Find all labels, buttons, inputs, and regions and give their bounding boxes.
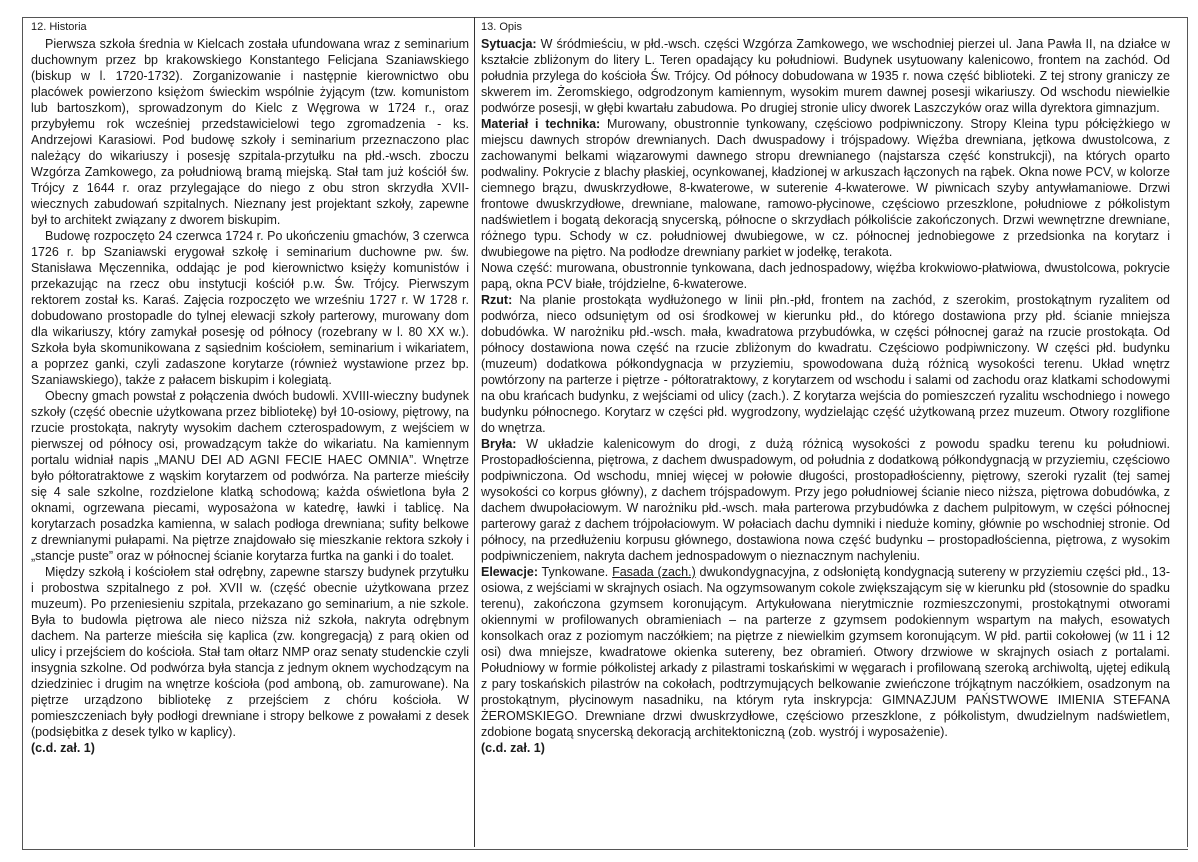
elevations-intro: Tynkowane. (541, 565, 609, 579)
situation-text: W śródmieściu, w płd.-wsch. części Wzgórza Zamkowego, we wschodniej pierzei ul. Jana Pawła II, na działce w kształcie zbliżonym do litery L. Teren opadający ku południowi. Budynek usytuowany kalenicowo, frontem na zachód. Od południa przylega do kościoła Św. Trójcy. Od północy dobudowana w 1935 r. nowa część biblioteki. Z tej strony graniczy ze skwerem im. Żeromskiego, odgrodzonym kamiennym, wysokim murem dawnej posesji wikariuszy. Od wschodu niewielkie podwórze posesji, w głębi kwartału zabudowa. Po drugiej stronie ulicy dworek Laszczyków oraz willa dyrektora gimnazjum. (481, 37, 1170, 115)
situation-paragraph (481, 36, 1170, 116)
material-paragraph (481, 116, 1170, 260)
history-continuation-ref: (c.d. zał. 1) (31, 741, 95, 755)
elevations-label: Elewacje: (481, 565, 538, 579)
massing-text: W układzie kalenicowym do drogi, z dużą różnicą wysokości z powodu spadku terenu ku południowi. Prostopadłościenna, piętrowa, z dachem dwuspadowym, od południa z dodatkową półkondygnacją w przyziemiu, częściowo podpiwniczona. Od wschodu, mniej więcej w połowie długości, prostopadłościenny, piętrowy, szeroki ryzalit (tej samej wysokości co korpus główny), z dachem trójspadowym. Przy jego południowej ścianie nieco niższa, piętrowa dobudówka, z dachem dwupołaciowym. W narożniku płd.-wsch. mała parterowa przybudówka z dachem pulpitowym, w części północnej parterowy garaż z dachem trójpołaciowym. W połaciach dachu dymniki i nieduże kominy, głównie po wschodniej stronie. Od północy, na przedłużeniu korpusu głównego, dostawiona nowa część budynku – prostopadłościenna, piętrowa, z wysokim podpiwniczeniem, nakryta dachem jednospadowym o nieznacznym nachyleniu. (481, 437, 1170, 563)
history-paragraph-1: Pierwsza szkoła średnia w Kielcach została ufundowana wraz z seminarium duchownym przez bp krakowskiego Konstantego Felicjana Szaniawskiego (biskup w l. 1720-1732). Zorganizowanie i następnie kierownictwo obu placówek powierzono księżom świeckim wspólnie żyjącym (tzw. komunistom lub bartoszkom), sprowadzonym do Kielc z Węgrowa w 1724 r., oraz przybyłemu rok wcześniej przedstawicielowi tego zgromadzenia - ks. Andrzejowi Karasiowi. Pod budowę szkoły i seminarium przeznaczono plac należący do wikariuszy i posesję szpitala-przytułku na płd.-wsch. zboczu Wzgórza Zamkowego, za południową bramą miejską. Stał tam już kościół św. Trójcy z 1644 r. oraz przylegające do niego z obu stron skrzydła XVII-wiecznych zabudowań szpitalnych. Nieznany jest projektant szkoły, zapewne był to architekt związany z dworem biskupim. (31, 37, 469, 227)
elevations-paragraph (481, 564, 1170, 740)
history-paragraph-3: Obecny gmach powstał z połączenia dwóch budowli. XVIII-wieczny budynek szkoły (część obecnie użytkowana przez bibliotekę) był 10-osiowy, piętrowy, na rzucie prostokąta, nakryty wysokim dachem czterospadowym, z wejściem w pierwszej od północy osi, prowadzącym także do wikariatu. Na kamiennym portalu widniał napis „MANU DEI AD AGNI FECIE HAEC OMNIA”. Wnętrze było półtoratraktowe z wąskim korytarzem od podwórza. Na parterze mieściły się 4 sale szkolne, rozdzielone klatką schodową; każda oświetlona była 2 oknami, ogrzewana piecami, wyposażona w katedrę, ławki i tablicę. Na korytarzach posadzka kamienna, w salach podłoga drewniana; sufity belkowe z drewnianymi pułapami. Na piętrze znajdowało się mieszkanie rektora szkoły i „stancje puste” oraz w północnej ścianie korytarza furtka na ganki i do toalet. (31, 389, 469, 563)
facade-label: Fasada (zach.) (612, 565, 696, 579)
frame-line-bottom (22, 849, 1188, 850)
history-column (31, 19, 469, 756)
new-part-paragraph: Nowa część: murowana, obustronnie tynkowana, dach jednospadowy, więźba krokwiowo-płatwiowa, dwustolcowa, pokrycie papą, okna PCV białe, trójdzielne, 6-kwaterowe. (481, 261, 1170, 291)
plan-label: Rzut: (481, 293, 513, 307)
frame-line-right (1187, 17, 1188, 847)
description-section-title: 13. Opis (481, 21, 522, 33)
description-continuation-ref: (c.d. zał. 1) (481, 741, 545, 755)
massing-paragraph (481, 436, 1170, 564)
material-text: Murowany, obustronnie tynkowany, częściowo podpiwniczony. Stropy Kleina typu półciężkiego w miejscu dawnych stropów drewnianych. Dach dwuspadowy i trójspadowy. Więźba drewniana, jętkowa dwustolcowa, z zachowanymi belkami wiązarowymi dawnego stropu drewnianego (najstarsza część konstrukcji), na których oparto podwaliny. Pokrycie z blachy płaskiej, ocynkowanej, kładzionej w arkuszach łączonych na rąbek. Okna nowe PCV, w kolorze ciemnego brązu, dwuskrzydłowe, 8-kwaterowe, w suterenie 4-kwaterowe. W piwnicach szyby antywłamaniowe. Drzwi frontowe dwuskrzydłowe, drewniane, malowane, ramowo-płycinowe, częściowo przeszklone, południowe z półkolistym nadświetlem i bogatą dekoracją snycerską, północne o skrzydłach półkoliście zakończonych. Drzwi wewnętrzne drewniane, różnego typu. Schody w cz. południowej dwubiegowe, w cz. północnej jednobiegowe z przedsionka na korytarz i dwubiegowe na piętro. Na podłodze drewniany parkiet w jodełkę, terakota. (481, 117, 1170, 259)
massing-label: Bryła: (481, 437, 517, 451)
history-paragraph-2: Budowę rozpoczęto 24 czerwca 1724 r. Po ukończeniu gmachów, 3 czerwca 1726 r. bp Szaniawski erygował szkołę i seminarium duchowne pw. św. Stanisława Męczennika, oddając je pod kierownictwo księży komunistów i przekazując na rzecz obu instytucji kościół p.w. Św. Trójcy. Pierwszym rektorem został ks. Karaś. Zajęcia rozpoczęto we wrześniu 1727 r. W 1728 r. dobudowano prostopadle do tylnej elewacji szkoły parterowy, murowany dom dla wikariuszy, który zamykał posesję od północy (rozebrany w l. 80 XX w.). Szkoła była skomunikowana z sąsiednim kościołem, seminarium i wikariatem, a poprzez ganki, czyli zadaszone korytarze (również wystawione przez bp. Szaniawskiego), także z pałacem biskupim i kolegiatą. (31, 229, 469, 387)
history-section-title: 12. Historia (31, 21, 87, 33)
column-divider (474, 17, 475, 847)
plan-text: Na planie prostokąta wydłużonego w linii płn.-płd, frontem na zachód, z szerokim, prostokątnym ryzalitem od podwórza, nieco odsuniętym od osi środkowej w kierunku płd., do którego dostawiona przy płd. ścianie mniejsza dobudówka. W narożniku płd.-wsch. mała, kwadratowa przybudówka, w części północnej garaż na rzucie prostokąta. Od północy dostawiona nowa część na rzucie zbliżonym do kwadratu. Częściowo podpiwniczony. W części płd. budynku (muzeum) dodatkowa półkondygnacja w przyziemiu, spowodowana dużą różnicą wysokości terenu. Układ wnętrz powtórzony na parterze i piętrze - półtoratraktowy, z korytarzem od wschodu i salami od zachodu oraz klatkami schodowymi na obu krańcach budynku, z wejściami od ulicy (zach.). Z korytarza wejścia do pomieszczeń ryzalitu wschodniego i nowego budynku północnego. Korytarz w części płd. wygrodzony, wydzielając część użytkowaną przez muzeum. Otwory rozglifione do wnętrza. (481, 293, 1170, 435)
description-column (481, 19, 1170, 756)
elevations-text: dwukondygnacyjna, z odsłoniętą kondygnacją sutereny w przyziemiu części płd., 13-osiowa, z wejściami w skrajnych osiach. Na ogzymsowanym cokole zwiększającym się w kierunku płd (stosownie do spadku terenu), zakończona gzymsem koronującym. Artykułowana nierytmicznie rozmieszczonymi, prostokątnymi otworami okiennymi w profilowanych obramieniach – na parterze z gzymsem podokiennym wspartym na małych, esowatych konsolkach oraz z poziomym naczółkiem; na piętrze z niewielkim gzymsem koronującym. W płd. partii cokołowej (w 11 i 12 osi) dwa mniejsze, kwadratowe okienka sutereny, bez obramień. Otwory drzwiowe w skrajnych osiach z portalami. Południowy w formie półkolistej arkady z pilastrami toskańskimi w węgarach i profilowaną szeroką archiwoltą, ujętej edikulą z pary toskańskich pilastrów na cokołach, podtrzymujących belkowanie zwieńczone trójkątnym naczółkiem, osadzonym na prostokątnym, płycinowym nasadniku, na którym ryta inskrypcja: GIMNAZJUM PAŃSTWOWE IMIENIA STEFANA ŻEROMSKIEGO. Drewniane drzwi dwuskrzydłowe, częściowo przeszklone, z półkolistym, dwudzielnym nadświetlem, zdobione bogatą snycerską dekoracją architektoniczną (zob. wystrój i wyposażenie). (481, 565, 1170, 739)
material-label: Materiał i technika: (481, 117, 601, 131)
frame-line-left (22, 17, 23, 850)
frame-line-top-right (474, 17, 1188, 18)
situation-label: Sytuacja: (481, 37, 537, 51)
frame-line-top-left (22, 17, 474, 18)
history-paragraph-4: Między szkołą i kościołem stał odrębny, zapewne starszy budynek przytułku i probostwa szpitalnego z poł. XVII w. (część obecnie użytkowana przez muzeum). Po przeniesieniu szpitala, przekazano go seminarium, a nie szkole. Była to budowla piętrowa ale nieco niższa niż szkoła, nakryta odrębnym dachem. Na parterze mieściła się kaplica (zw. kongregacją) z parą okien od ulicy i przejściem do kościoła. Stał tam ołtarz NMP oraz senaty studenckie czyli insygnia szkolne. Od podwórza była stancja z jednym oknem wychodzącym na dziedziniec i drugim na wnętrze kościoła (pod amboną, ob. zamurowane). Na piętrze urządzono bibliotekę z przejściem z chóru kościoła. W pomieszczeniach były podłogi drewniane i stropy belkowe z powałami z desek (podsiębitka z desek tylko w kaplicy). (31, 565, 469, 739)
plan-paragraph (481, 292, 1170, 436)
